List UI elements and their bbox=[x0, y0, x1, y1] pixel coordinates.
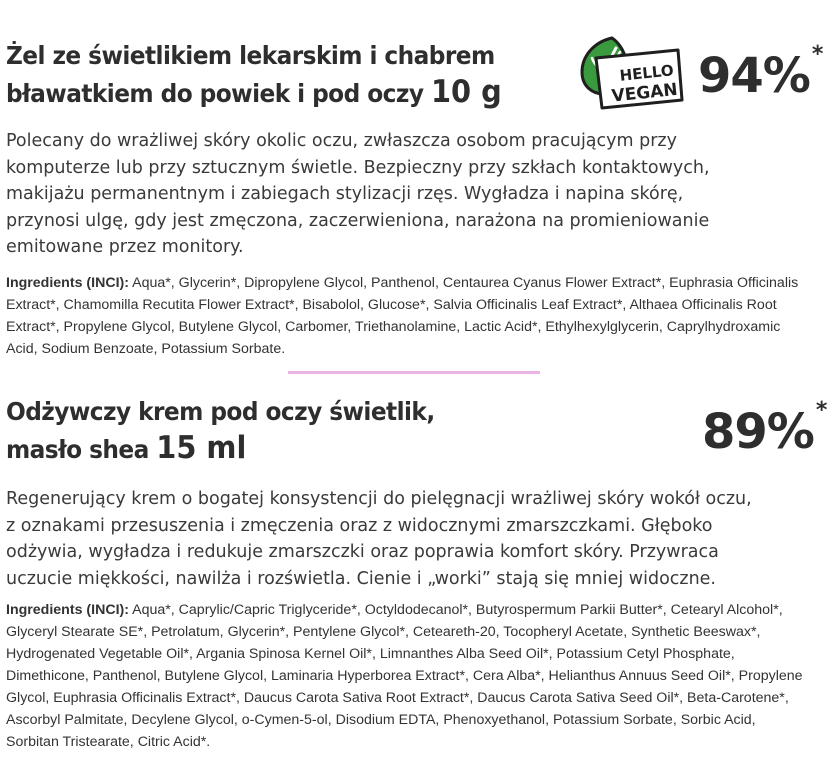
product-1-percent: 94%* bbox=[698, 42, 823, 104]
product-1-desc-line: Polecany do wrażliwej skóry okolic oczu, zwłaszcza osobom pracującym przy bbox=[6, 131, 677, 151]
product-1-title bbox=[6, 38, 502, 112]
product-1-title-line1: Żel ze świetlikiem lekarskim i chabrem bbox=[6, 41, 495, 70]
product-1-ingredients bbox=[6, 272, 832, 360]
product-1-desc-line: emitowane przez monitory. bbox=[6, 237, 244, 257]
product-2-quantity: 15 ml bbox=[156, 430, 247, 466]
product-1-desc-line: komputerze lub przy sztucznym świetle. Bezpieczny przy szkłach kontaktowych, bbox=[6, 157, 710, 178]
product-2-ingr-line: Ascorbyl Palmitate, Decylene Glycol, o-Cymen-5-ol, Disodium EDTA, Phenoxyethanol, Potassium Sorbate, Sorbic Acid, bbox=[6, 712, 756, 728]
product-2-ingr-line: Hydrogenated Vegetable Oil*, Argania Spinosa Kernel Oil*, Limnanthes Alba Seed Oil*, Potassium Cetyl Phosphate, bbox=[6, 646, 735, 662]
product-2-title bbox=[6, 394, 435, 468]
product-1-percent-mark: * bbox=[811, 42, 823, 67]
product-2-ingr-line: Ingredients (INCI): Aqua*, Caprylic/Capric Triglyceride*, Octyldodecanol*, Butyrospermum Parkii Butter*, Cetearyl Alcohol*, bbox=[6, 602, 783, 618]
product-2-description bbox=[6, 486, 832, 592]
product-2-ingr-line: Dimethicone, Panthenol, Butylene Glycol, Laminaria Hyperborea Extract*, Cera Alba*, Helianthus Annuus Seed Oil*, Propylene bbox=[6, 668, 803, 684]
product-2-title-line1: Odżywczy krem pod oczy świetlik, bbox=[6, 397, 435, 426]
product-1-ingr-line: Acid, Sodium Benzoate, Potassium Sorbate. bbox=[6, 341, 286, 357]
product-1-desc-line: makijażu permanentnym i zabiegach stylizacji rzęs. Wygładza i napina skórę, bbox=[6, 184, 684, 204]
product-1-quantity: 10 g bbox=[430, 74, 502, 110]
product-2-desc-line: z oznakami przesuszenia i zmęczenia oraz z widocznymi zmarszczkami. Głęboko bbox=[6, 515, 713, 536]
product-1-title-line2: bławatkiem do powiek i pod oczy 10 g bbox=[6, 74, 502, 110]
product-2-percent-mark: * bbox=[815, 398, 827, 423]
section-divider bbox=[288, 371, 540, 374]
product-2-percent: 89%* bbox=[702, 398, 827, 460]
product-2-desc-line: Regenerujący krem o bogatej konsystencji do pielęgnacji wrażliwej skóry wokół oczu, bbox=[6, 489, 752, 509]
product-2-ingr-line: Sorbitan Tristearate, Citric Acid*. bbox=[6, 734, 211, 750]
product-1-desc-line: przynosi ulgę, gdy jest zmęczona, zaczerwieniona, narażona na promieniowanie bbox=[6, 210, 710, 231]
product-2-desc-line: odżywia, wygładza i redukuje zmarszczki oraz poprawia komfort skóry. Przywraca bbox=[6, 542, 719, 562]
product-1-ingr-line: Extract*, Propylene Glycol, Butylene Glycol, Carbomer, Triethanolamine, Lactic Acid*, Ethylhexylglycerin, Caprylhydroxamic bbox=[6, 319, 781, 335]
product-2-ingredients bbox=[6, 599, 832, 753]
product-2-ingr-line: Glycol, Euphrasia Officinalis Extract*, Daucus Carota Sativa Root Extract*, Daucus Carota Sativa Seed Oil*, Beta-Carotene*, bbox=[6, 690, 789, 706]
product-1-ingr-line: Ingredients (INCI): Aqua*, Glycerin*, Dipropylene Glycol, Panthenol, Centaurea Cyanus Flower Extract*, Euphrasia Officinalis bbox=[6, 275, 799, 291]
badge-line1: HELLO bbox=[618, 61, 675, 85]
product-1-ingredients-label: Ingredients (INCI): bbox=[6, 275, 129, 291]
badge-line2: VEGAN bbox=[610, 79, 679, 107]
leaf-icon bbox=[568, 28, 688, 110]
hello-vegan-badge bbox=[568, 28, 688, 114]
product-2-ingredients-label: Ingredients (INCI): bbox=[6, 602, 129, 618]
product-2-ingr-line: Glyceryl Stearate SE*, Petrolatum, Glycerin*, Pentylene Glycol*, Ceteareth-20, Tocopheryl Acetate, Synthetic Beeswax*, bbox=[6, 624, 761, 640]
product-1-ingr-line: Extract*, Chamomilla Recutita Flower Extract*, Bisabolol, Glucose*, Salvia Officinalis Leaf Extract*, Althaea Officinalis Root bbox=[6, 297, 777, 313]
product-2-title-line2: masło shea 15 ml bbox=[6, 430, 247, 466]
product-2-desc-line: uczucie miękkości, nawilża i rozświetla. Cienie i „worki” stają się mniej widoczne. bbox=[6, 568, 716, 589]
product-1-description bbox=[6, 128, 832, 261]
